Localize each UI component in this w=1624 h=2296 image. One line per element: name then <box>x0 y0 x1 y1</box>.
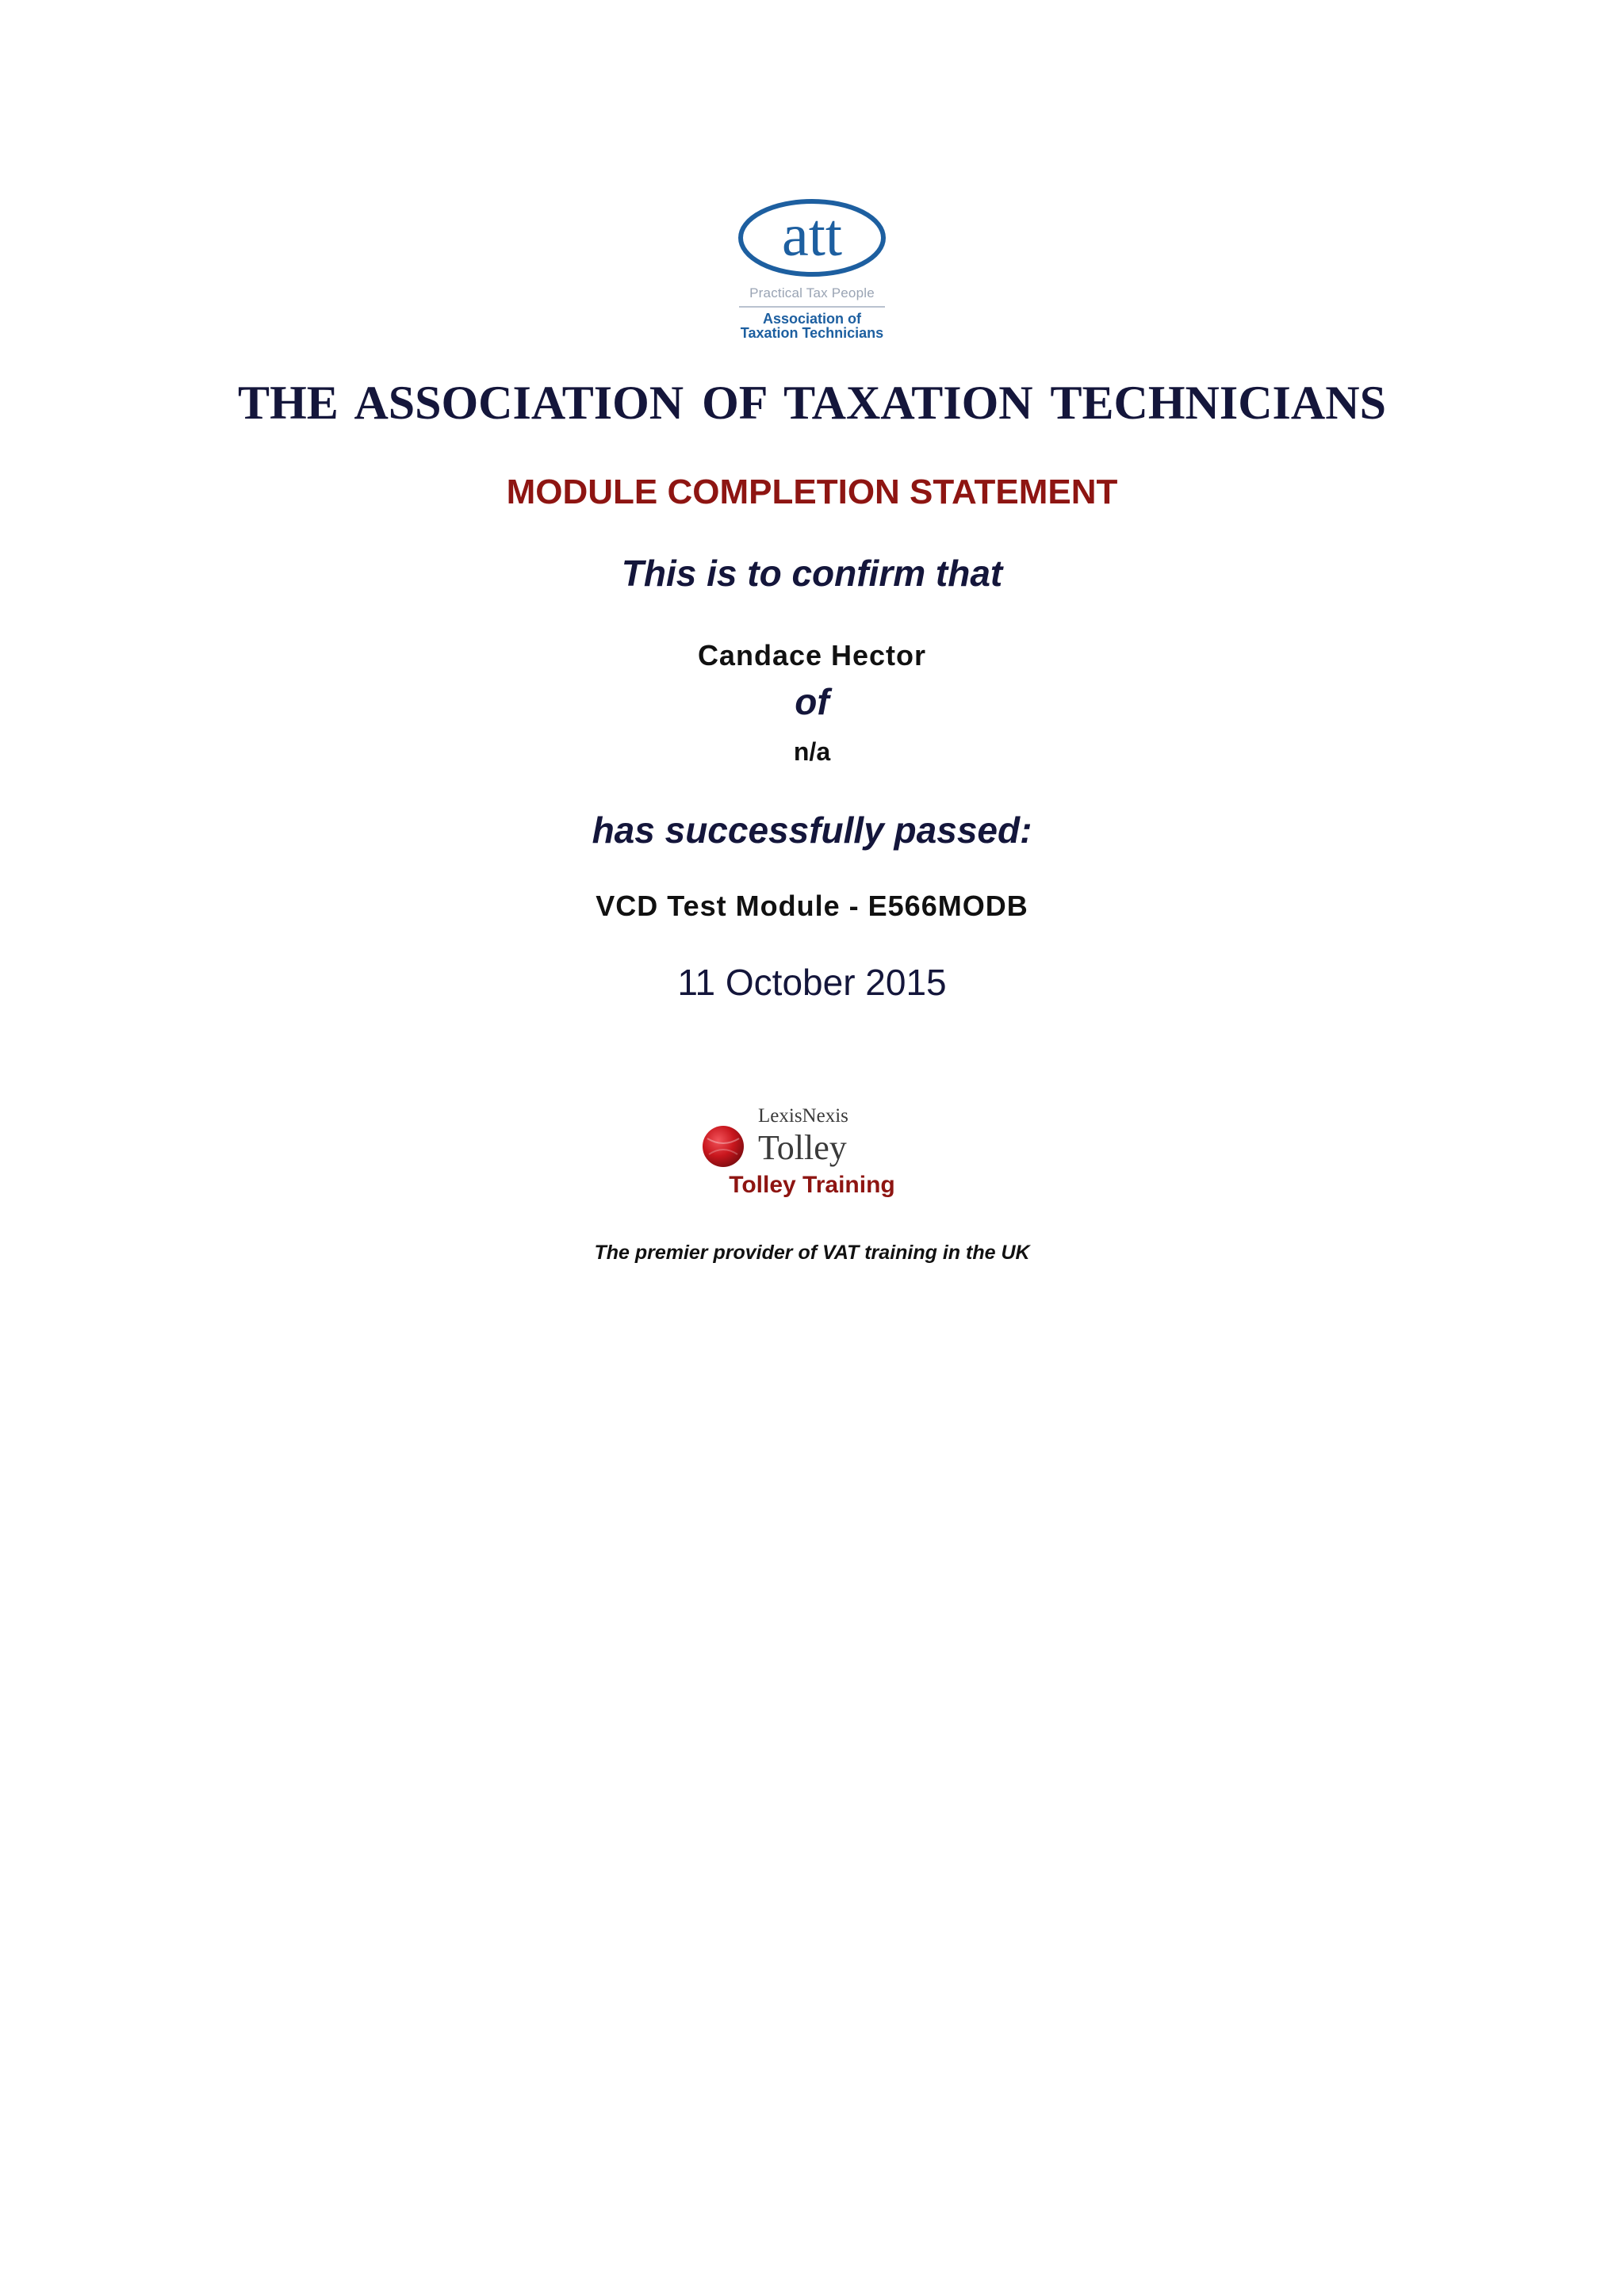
module-name: VCD Test Module - E566MODB <box>596 890 1028 922</box>
statement-title: MODULE COMPLETION STATEMENT <box>506 473 1118 511</box>
att-logo-text: att <box>782 202 842 269</box>
att-logo-mark <box>733 193 891 289</box>
att-logo-name-line1: Association of <box>762 311 861 327</box>
provider-tagline: The premier provider of VAT training in the UK <box>594 1242 1030 1264</box>
candidate-name: Candace Hector <box>697 639 927 672</box>
passed-text: has successfully passed: <box>592 809 1032 851</box>
tolley-brand-text: Tolley <box>758 1128 847 1167</box>
att-logo-divider <box>739 306 885 308</box>
att-logo-name-line2: Taxation Technicians <box>740 325 884 341</box>
completion-date: 11 October 2015 <box>677 962 947 1003</box>
lexisnexis-text: LexisNexis <box>758 1105 848 1127</box>
provider-name: Tolley Training <box>729 1172 895 1198</box>
confirm-text: This is to confirm that <box>621 553 1003 594</box>
lexisnexis-tolley-logo <box>698 1102 880 1173</box>
tolley-ball-icon <box>701 1124 745 1169</box>
organisation-title: THE ASSOCIATION OF TAXATION TECHNICIANS <box>238 377 1386 429</box>
of-text: of <box>795 681 829 722</box>
company-name: n/a <box>793 737 831 766</box>
att-logo-tagline: Practical Tax People <box>749 285 875 300</box>
